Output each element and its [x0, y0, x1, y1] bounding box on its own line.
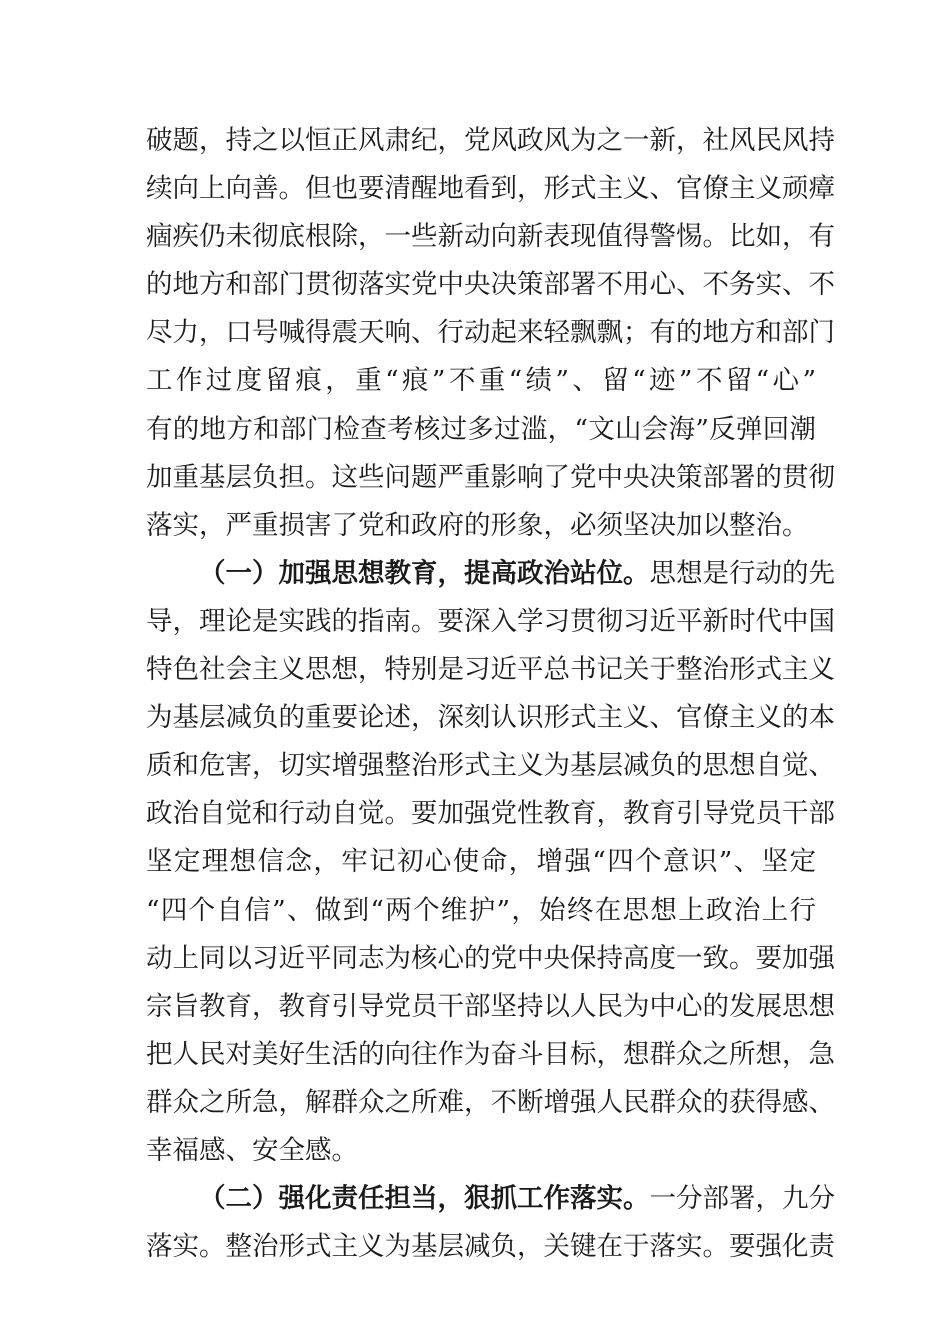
- body-line: 续向上向善。但也要清醒地看到，形式主义、官僚主义顽瘴: [146, 173, 835, 205]
- body-line: 宗旨教育，教育引导党员干部坚持以人民为中心的发展思想: [146, 990, 835, 1022]
- body-line: 尽力，口号喊得震天响、行动起来轻飘飘；有的地方和部门: [146, 317, 835, 349]
- section-2-first-line-text: 一分部署，九分: [649, 1183, 835, 1215]
- body-line: 落实，严重损害了党和政府的形象，必须坚决加以整治。: [146, 509, 809, 541]
- body-line: 坚定理想信念，牢记初心使命，增强“四个意识”、坚定: [146, 846, 816, 878]
- body-line: 破题，持之以恒正风肃纪，党风政风为之一新，社风民风持: [146, 125, 835, 156]
- body-line: 痼疾仍未彻底根除，一些新动向新表现值得警惕。比如，有: [146, 221, 835, 253]
- section-2-heading: （二）强化责任担当，狠抓工作落实。: [199, 1183, 650, 1215]
- body-line: 政治自觉和行动自觉。要加强党性教育，教育引导党员干部: [146, 798, 835, 830]
- body-line: 有的地方和部门检查考核过多过滥，“文山会海”反弹回潮: [146, 413, 816, 445]
- body-line: 质和危害，切实增强整治形式主义为基层减负的思想自觉、: [146, 750, 835, 782]
- body-line: “四个自信”、做到“两个维护”，始终在思想上政治上行: [146, 894, 816, 926]
- section-1-first-line-text: 思想是行动的先: [649, 557, 835, 589]
- body-line: 落实。整治形式主义为基层减负，关键在于落实。要强化责: [146, 1231, 835, 1263]
- body-line: 特色社会主义思想，特别是习近平总书记关于整治形式主义: [146, 654, 835, 686]
- body-line: 工作过度留痕，重“痕”不重“绩”、留“迹”不留“心”: [146, 365, 816, 397]
- section-2-first-line: [146, 1175, 835, 1223]
- document-body: [146, 117, 835, 1271]
- body-line: 群众之所急，解群众之所难，不断增强人民群众的获得感、: [146, 1086, 835, 1118]
- body-line: 加重基层负担。这些问题严重影响了党中央决策部署的贯彻: [146, 461, 835, 493]
- body-line: 动上同以习近平同志为核心的党中央保持高度一致。要加强: [146, 942, 835, 974]
- body-line: 幸福感、安全感。: [146, 1134, 358, 1166]
- section-1-first-line: [146, 550, 835, 598]
- body-line: 导，理论是实践的指南。要深入学习贯彻习近平新时代中国: [146, 605, 835, 637]
- body-line: 的地方和部门贯彻落实党中央决策部署不用心、不务实、不: [146, 269, 835, 301]
- body-line: 把人民对美好生活的向往作为奋斗目标，想群众之所想，急: [146, 1038, 835, 1070]
- body-line: 为基层减负的重要论述，深刻认识形式主义、官僚主义的本: [146, 702, 835, 734]
- section-1-heading: （一）加强思想教育，提高政治站位。: [199, 557, 650, 589]
